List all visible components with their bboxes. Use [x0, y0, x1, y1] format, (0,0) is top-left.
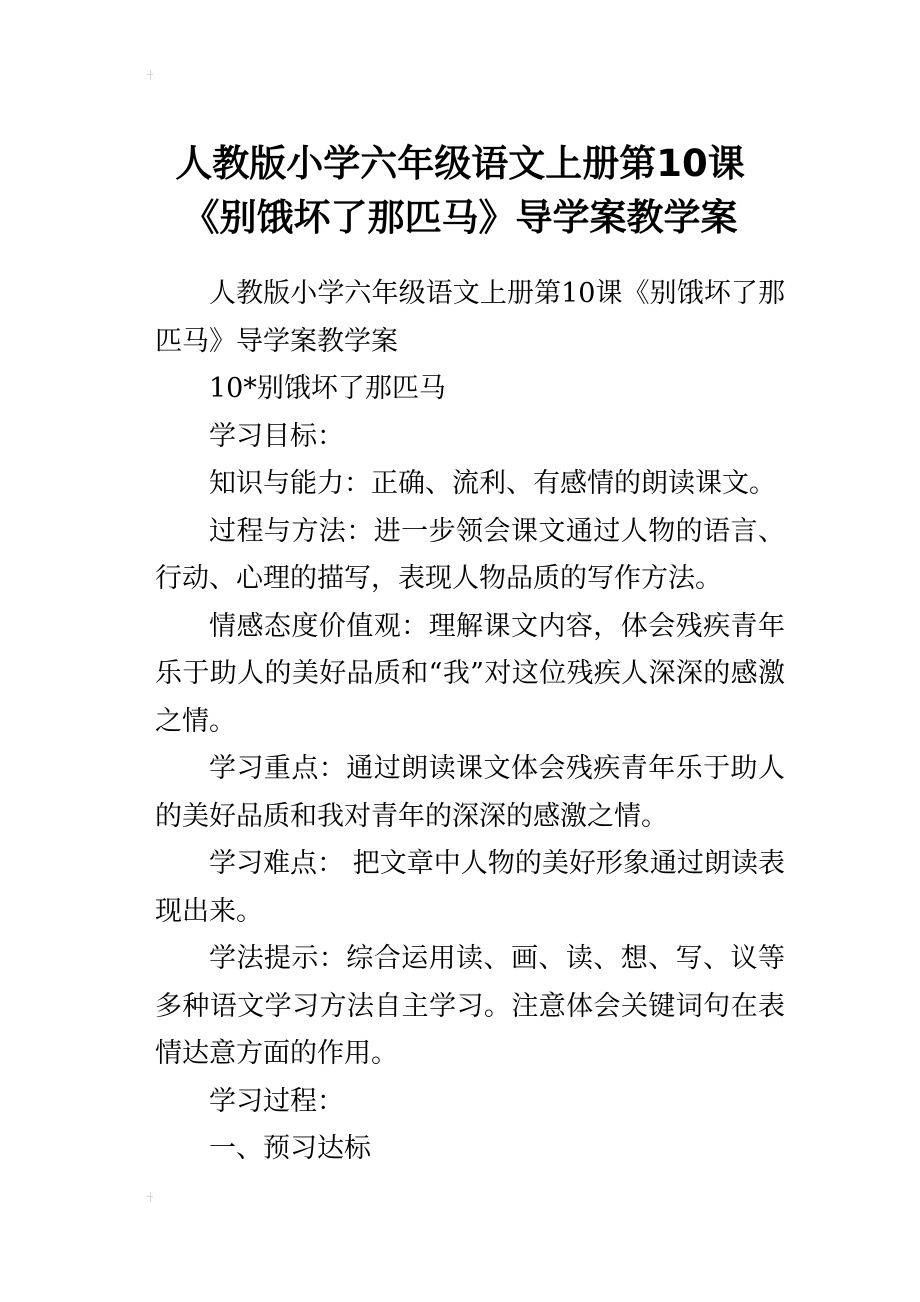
paragraph-key-points: 学习重点：通过朗读课文体会残疾青年乐于助人的美好品质和我对青年的深深的感激之情。: [155, 753, 785, 832]
paragraph-intro: 人教版小学六年级语文上册第10课《别饿坏了那匹马》导学案教学案: [155, 278, 785, 357]
crop-mark-bottom: [147, 1192, 155, 1202]
paragraph-process-heading: 学习过程：: [209, 1085, 344, 1117]
title-line-2: 《别饿坏了那匹马》导学案教学案: [182, 195, 738, 239]
paragraph-lesson-heading: 10*别饿坏了那匹马: [209, 373, 446, 404]
paragraph-objectives-heading: 学习目标：: [209, 420, 344, 452]
paragraph-knowledge: 知识与能力：正确、流利、有感情的朗读课文。: [209, 468, 776, 499]
document-title: [0, 137, 920, 245]
paragraph-values: 情感态度价值观：理解课文内容，体会残疾青年乐于助人的美好品质和“我”对这位残疾人深深的感激之情。: [155, 610, 785, 737]
paragraph-method-tips: 学法提示：综合运用读、画、读、想、写、议等多种语文学习方法自主学习。注意体会关键词句在表情达意方面的作用。: [155, 943, 785, 1069]
paragraph-preview-heading: 一、预习达标: [209, 1133, 371, 1164]
title-line-1: 人教版小学六年级语文上册第10课: [175, 141, 745, 185]
document-body: [155, 270, 785, 1173]
paragraph-difficulties: 学习难点： 把文章中人物的美好形象通过朗读表现出来。: [155, 848, 785, 927]
paragraph-process: 过程与方法：进一步领会课文通过人物的语言、行动、心理的描写，表现人物品质的写作方法。: [155, 515, 785, 594]
crop-mark-top: [147, 70, 155, 80]
